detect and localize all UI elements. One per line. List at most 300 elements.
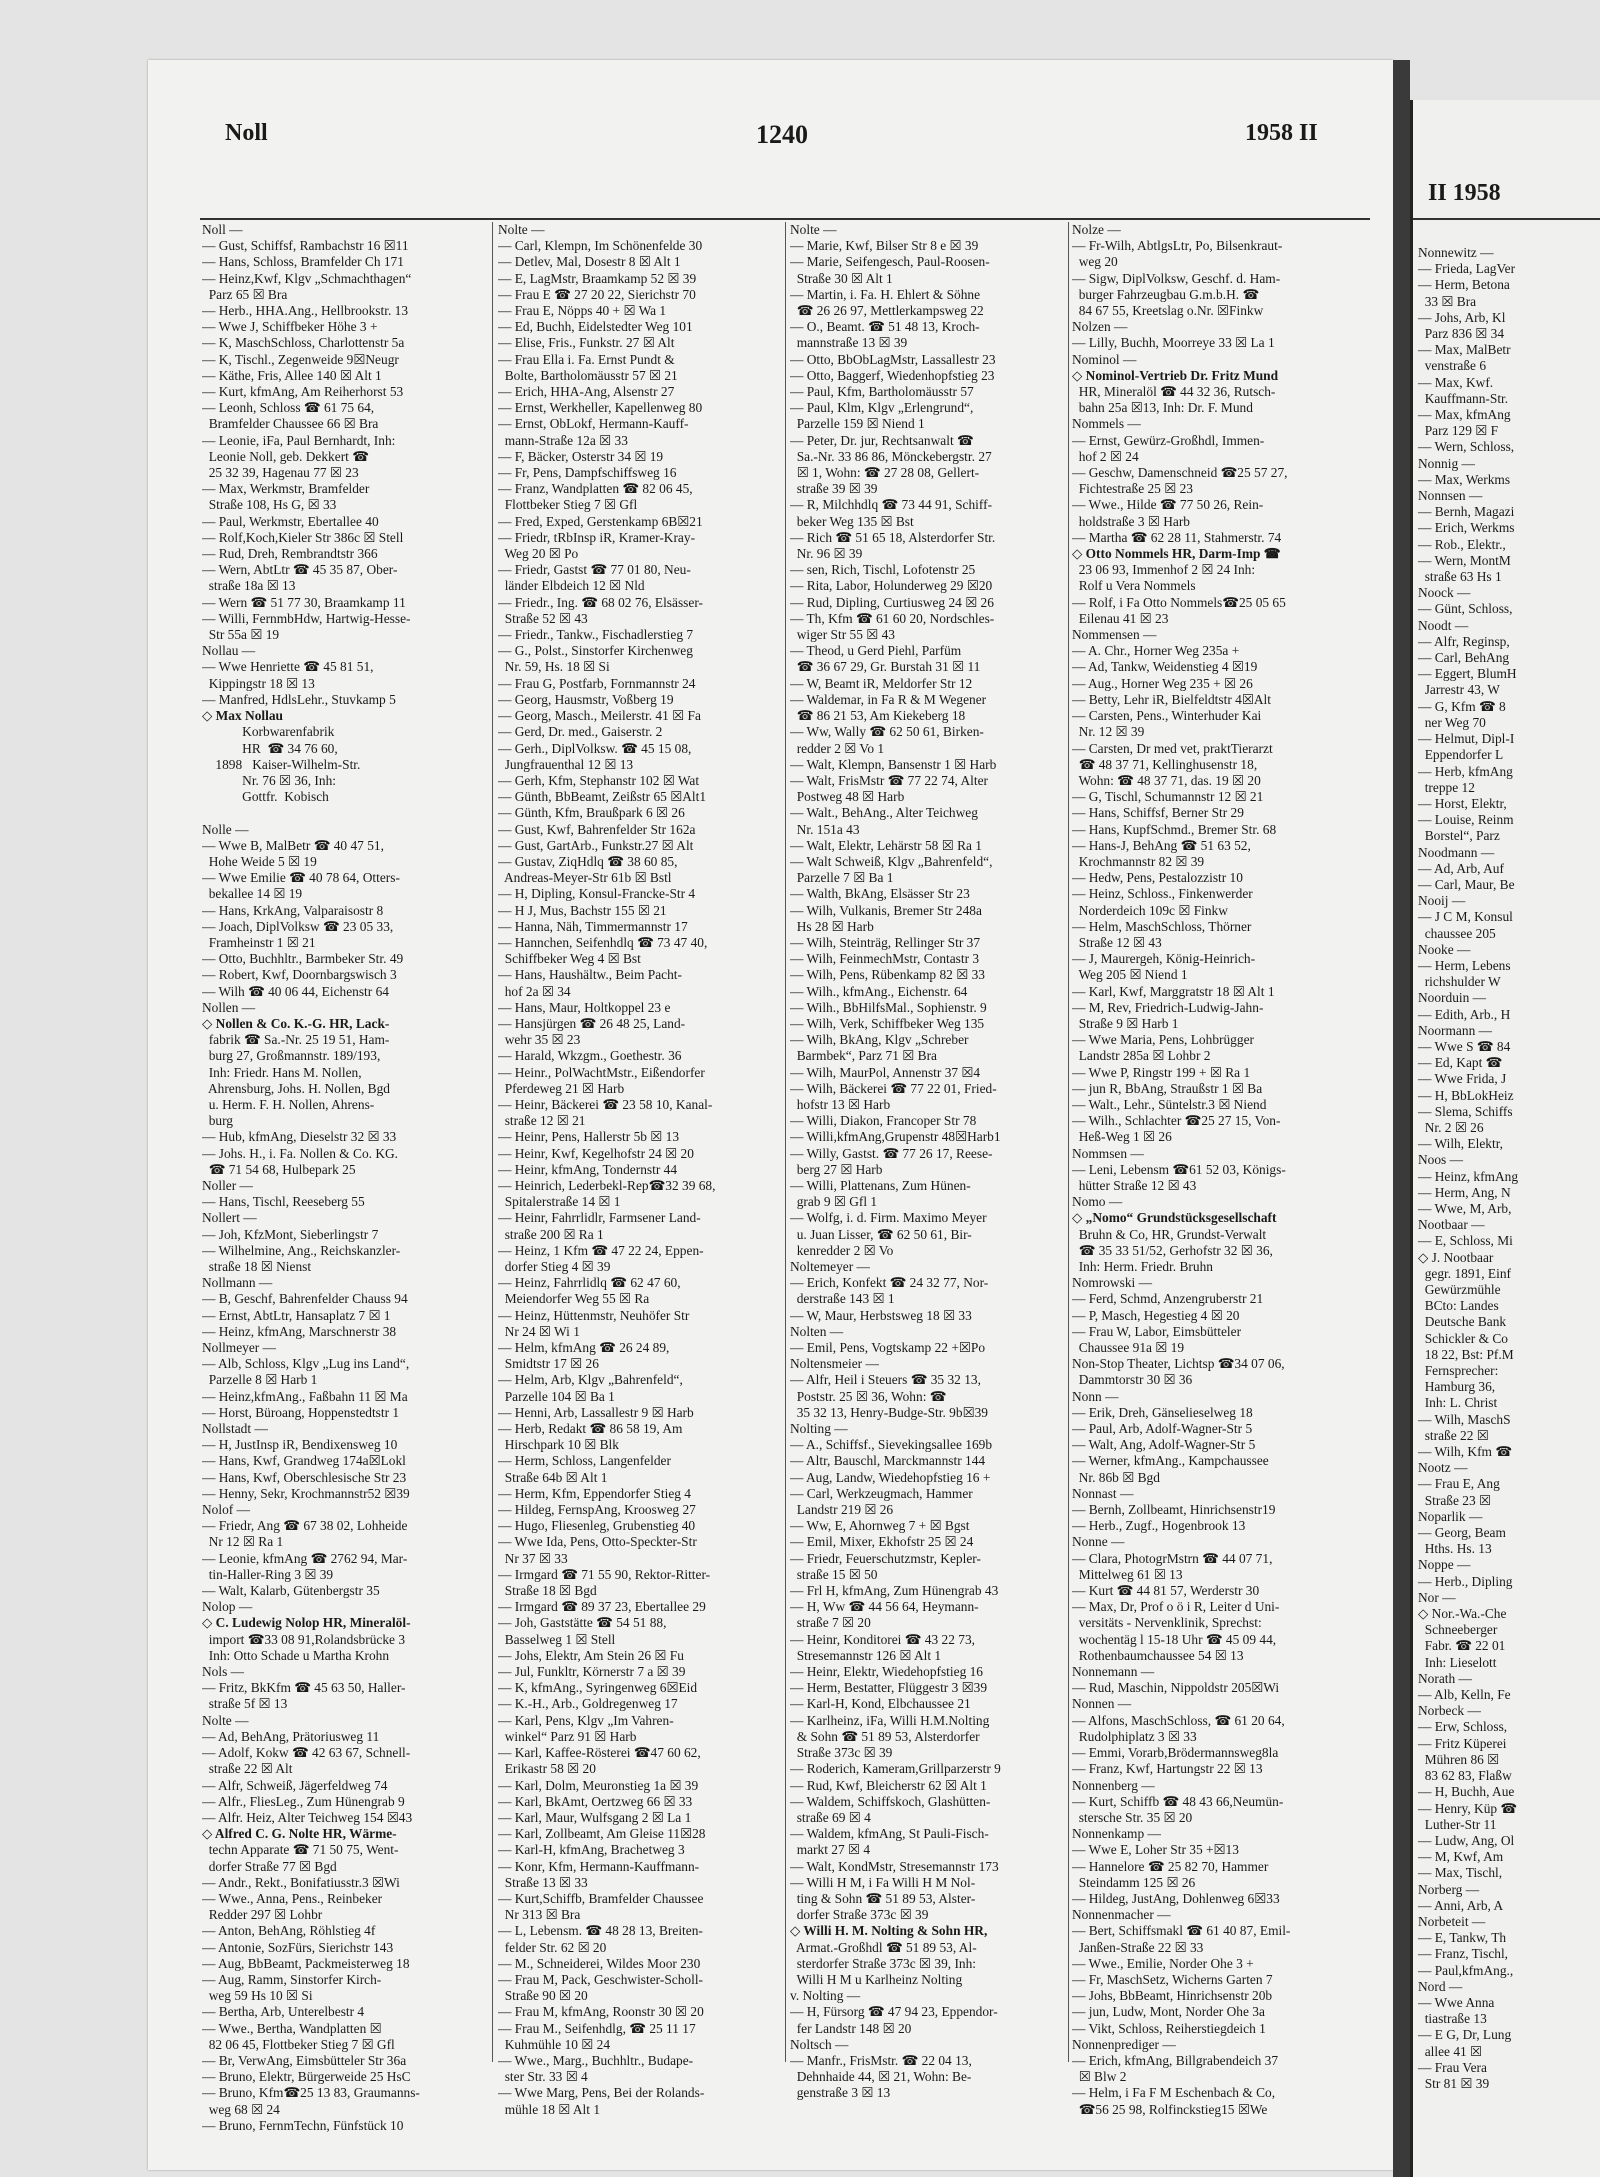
directory-entry-line: — Wwe Maria, Pens, Lohbrügger	[1072, 1032, 1254, 1048]
directory-entry-line: — Helm, Arb, Klgv „Bahrenfeld“,	[498, 1372, 683, 1388]
directory-entry-line: Straße 373c ☒ 39	[790, 1745, 893, 1761]
column-3	[790, 222, 1070, 2102]
directory-entry-line: — Rolf,Koch,Kieler Str 386c ☒ Stell	[202, 529, 404, 545]
directory-entry-line: — Anton, BehAng, Röhlstieg 4f	[202, 1923, 376, 1939]
directory-entry-line: — Johs, Elektr, Am Stein 26 ☒ Fu	[498, 1647, 684, 1663]
next-page-entry-line: — Wilh, Kfm ☎	[1418, 1444, 1513, 1460]
directory-entry-line: — Willi H M, i Fa Willi H M Nol-	[790, 1874, 976, 1890]
directory-entry-line: — Manfred, HdlsLehr., Stuvkamp 5	[202, 691, 396, 707]
next-page-edge	[1410, 100, 1600, 2177]
directory-entry-line: Str 55a ☒ 19	[202, 627, 280, 643]
directory-entry-line: — Manfr., FrisMstr. ☎ 22 04 13,	[790, 2052, 972, 2068]
directory-entry-line: — Heinz, Hüttenmstr, Neuhöfer Str	[498, 1307, 690, 1323]
directory-entry-line: — Carsten, Dr med vet, praktTierarzt	[1072, 740, 1273, 756]
next-page-entry-line: — Frau Vera	[1418, 2059, 1487, 2075]
directory-entry-line: dorfer Straße 373c ☒ 39	[790, 1907, 929, 1923]
next-page-entry-line: Hamburg 36,	[1418, 1379, 1496, 1395]
directory-entry-line: Inh: Otto Schade u Martha Krohn	[202, 1647, 390, 1663]
directory-entry-line: Nr. 96 ☒ 39	[790, 546, 863, 562]
next-page-entry-line: — Frau E, Ang	[1418, 1476, 1500, 1492]
directory-entry-line: — Wilh, BkAng, Klgv „Schreber	[790, 1032, 969, 1048]
next-page-entry-line: Nootz —	[1418, 1460, 1468, 1476]
next-page-entry-line: — Carl, Maur, Be	[1418, 876, 1515, 892]
directory-entry-line: tin-Haller-Ring 3 ☒ 39	[202, 1566, 334, 1582]
directory-entry-line: Nollau —	[202, 643, 256, 659]
directory-entry-line: — Aug, Landw, Wiedehopfstieg 16 +	[790, 1469, 991, 1485]
directory-entry-line: Nolte —	[790, 222, 837, 237]
directory-entry-line: ☒ 1, Wohn: ☎ 27 28 08, Gellert-	[790, 465, 980, 481]
directory-entry-line: — Kurt, kfmAng, Am Reiherhorst 53	[202, 384, 404, 400]
directory-entry-line: — Lilly, Buchh, Moorreye 33 ☒ La 1	[1072, 335, 1275, 351]
directory-entry-line: — Marie, Kwf, Bilser Str 8 e ☒ 39	[790, 238, 979, 254]
directory-entry-line: — Johs, BbBeamt, Hinrichsenstr 20b	[1072, 1988, 1273, 2004]
directory-entry-line: — Wwe Marg, Pens, Bei der Rolands-	[498, 2085, 705, 2101]
next-page-entry-line: Jarrestr 43, W	[1418, 682, 1500, 698]
directory-entry-line: ◇ Otto Nommels HR, Darm-Imp ☎	[1072, 546, 1281, 562]
directory-entry-line: berg 27 ☒ Harb	[790, 1161, 883, 1177]
directory-entry-line: — Heinr., PolWachtMstr., Eißendorfer	[498, 1064, 705, 1080]
directory-entry-line: — Otto, Baggerf, Wiedenhopfstieg 23	[790, 367, 995, 383]
directory-entry-line: markt 27 ☒ 4	[790, 1842, 871, 1858]
directory-entry-line: — Theod, u Gerd Piehl, Parfüm	[790, 643, 962, 659]
directory-entry-line: Dammtorstr 30 ☒ 36	[1072, 1372, 1193, 1388]
next-page-entry-line: — Slema, Schiffs	[1418, 1103, 1513, 1119]
directory-entry-line: — E, LagMstr, Braamkamp 52 ☒ 39	[498, 270, 697, 286]
next-page-entry-line: Nooke —	[1418, 941, 1471, 957]
next-page-entry-line: — E G, Dr, Lung	[1418, 2027, 1512, 2043]
directory-entry-line: beker Weg 135 ☒ Bst	[790, 513, 914, 529]
next-page-entry-line: Noormann —	[1418, 1022, 1493, 1038]
directory-entry-line: — Hildeg, JustAng, Dohlenweg 6☒33	[1072, 1890, 1280, 1906]
directory-entry-line: derstraße 143 ☒ 1	[790, 1291, 895, 1307]
directory-entry-line: — Detlev, Mal, Dosestr 8 ☒ Alt 1	[498, 254, 681, 270]
directory-entry-line: Nollstadt —	[202, 1421, 268, 1437]
directory-entry-line: Inh: Friedr. Hans M. Nollen,	[202, 1064, 362, 1080]
directory-entry-line: — Otto, Buchhltr., Barmbeker Str. 49	[202, 951, 404, 967]
directory-entry-line: — Aug, Ramm, Sinstorfer Kirch-	[202, 1971, 382, 1987]
directory-entry-line: — Wilh, MaurPol, Annenstr 37 ☒4	[790, 1064, 981, 1080]
directory-entry-line: — F, Bäcker, Osterstr 34 ☒ 19	[498, 448, 664, 464]
directory-entry-line: — Wern ☎ 51 77 30, Braamkamp 11	[202, 594, 406, 610]
directory-entry-line: — Rud, Dreh, Rembrandtstr 366	[202, 546, 378, 562]
directory-entry-line: mann-Straße 12a ☒ 33	[498, 432, 628, 448]
directory-entry-line: — G., Polst., Sinstorfer Kirchenweg	[498, 643, 693, 659]
directory-entry-line: 84 67 55, Kreetslag o.Nr. ☒Finkw	[1072, 303, 1264, 319]
directory-entry-line: — Hans, Kwf, Oberschlesische Str 23	[202, 1469, 407, 1485]
next-page-entry-line: Parz 129 ☒ F	[1418, 423, 1499, 439]
directory-entry-line: Nollert —	[202, 1210, 257, 1226]
next-page-entry-line: ◇ Nor.-Wa.-Che	[1418, 1606, 1507, 1622]
directory-entry-line: — Marie, Seifengesch, Paul-Roosen-	[790, 254, 990, 270]
directory-entry-line: techn Apparate ☎ 71 50 75, Went-	[202, 1842, 399, 1858]
next-page-entry-line: — Alfr, Reginsp,	[1418, 633, 1510, 649]
directory-entry-line: — Frau Ella i. Fa. Ernst Pundt &	[498, 351, 675, 367]
directory-entry-line: Hirschpark 10 ☒ Blk	[498, 1437, 619, 1453]
next-page-entry-line: Nord —	[1418, 1978, 1463, 1994]
column-2	[498, 222, 780, 2118]
directory-entry-line: — Alfr, Schweiß, Jägerfeldweg 74	[202, 1777, 388, 1793]
directory-entry-line: Hs 28 ☒ Harb	[790, 918, 874, 934]
directory-entry-line: — Alfr., FliesLeg., Zum Hünengrab 9	[202, 1793, 405, 1809]
directory-entry-line: — Wwe E, Loher Str 35 +☒13	[1072, 1842, 1239, 1858]
directory-entry-line: Nr. 86b ☒ Bgd	[1072, 1469, 1160, 1485]
next-page-entry-line: — Max, MalBetr	[1418, 342, 1511, 358]
directory-entry-line: — Wwe., Emilie, Norder Ohe 3 +	[1072, 1955, 1254, 1971]
directory-entry-line: — Walt, Ang, Adolf-Wagner-Str 5	[1072, 1437, 1256, 1453]
directory-entry-line: fer Landstr 148 ☒ 20	[790, 2020, 912, 2036]
directory-entry-line: HR ☎ 34 76 60,	[202, 740, 338, 756]
directory-entry-line: — Ad, BehAng, Prätoriusweg 11	[202, 1728, 380, 1744]
directory-entry-line: Noller —	[202, 1177, 253, 1193]
directory-entry-line: — W, Beamt iR, Meldorfer Str 12	[790, 675, 973, 691]
directory-entry-line: — Gust, Schiffsf, Rambachstr 16 ☒11	[202, 238, 409, 254]
directory-entry-line: — Wilh, Pens, Rübenkamp 82 ☒ 33	[790, 967, 985, 983]
next-page-entry-line: — Ad, Arb, Auf	[1418, 860, 1504, 876]
directory-entry-line: Flottbeker Stieg 7 ☒ Gfl	[498, 497, 638, 513]
next-page-entry-line: — Fritz Küperei	[1418, 1735, 1507, 1751]
directory-entry-line: Mittelweg 61 ☒ 13	[1072, 1566, 1183, 1582]
directory-entry-line: Landstr 285a ☒ Lohbr 2	[1072, 1048, 1211, 1064]
next-page-entry-line: — Johs, Arb, Kl	[1418, 309, 1506, 325]
directory-entry-line: — J, Maurergeh, König-Heinrich-	[1072, 951, 1256, 967]
next-page-entry-line: Nootbaar —	[1418, 1217, 1485, 1233]
directory-entry-line: — Hannchen, Seifenhdlq ☎ 73 47 40,	[498, 934, 708, 950]
directory-entry-line: dorfer Stieg 4 ☒ 39	[498, 1259, 611, 1274]
directory-entry-line: mannstraße 13 ☒ 39	[790, 335, 908, 351]
directory-entry-line: — Walth, BkAng, Elsässer Str 23	[790, 886, 970, 902]
directory-entry-line: — Emil, Pens, Vogtskamp 22 +☒Po	[790, 1340, 986, 1356]
directory-entry-line: Straße 108, Hs G, ☒ 33	[202, 497, 337, 513]
directory-entry-line: Nolte —	[498, 222, 545, 237]
next-page-entry-line: — Louise, Reinm	[1418, 812, 1514, 828]
directory-entry-line: Straße 18 ☒ Bgd	[498, 1583, 597, 1599]
next-page-entry-line: BCto: Landes	[1418, 1298, 1499, 1314]
directory-entry-line: — Hans, Maur, Holtkoppel 23 e	[498, 999, 671, 1015]
next-page-entry-line: — E, Tankw, Th	[1418, 1930, 1507, 1946]
directory-entry-line: — Heinz, Fahrrlidlq ☎ 62 47 60,	[498, 1275, 681, 1291]
directory-entry-line: — Sigw, DiplVolksw, Geschf. d. Ham-	[1072, 270, 1281, 286]
directory-entry-line: — Br, VerwAng, Eimsbütteler Str 36a	[202, 2052, 407, 2068]
directory-entry-line: — K, kfmAng., Syringenweg 6☒Eid	[498, 1680, 698, 1696]
directory-entry-line: Nonnenprediger —	[1072, 2036, 1176, 2052]
column-4	[1072, 222, 1362, 2118]
directory-entry-line: — Heinz, kfmAng, Marschnerstr 38	[202, 1323, 397, 1339]
next-page-entry-line: — M, Kwf, Am	[1418, 1849, 1504, 1865]
next-page-entry-line: gegr. 1891, Einf	[1418, 1265, 1511, 1281]
directory-entry-line: ☒ Blw 2	[1072, 2069, 1127, 2085]
directory-entry-line: — Wwe Ida, Pens, Otto-Speckter-Str	[498, 1534, 697, 1550]
directory-entry-line: — Wwe Henriette ☎ 45 81 51,	[202, 659, 374, 675]
directory-entry-line: — Clara, PhotogrMstrn ☎ 44 07 71,	[1072, 1550, 1273, 1566]
directory-entry-line: — Heinr, Elektr, Wiedehopfstieg 16	[790, 1664, 983, 1680]
directory-entry-line: — Johs. H., i. Fa. Nollen & Co. KG.	[202, 1145, 399, 1161]
directory-entry-line: — Alfons, MaschSchloss, ☎ 61 20 64,	[1072, 1712, 1285, 1728]
next-page-entry-line: Borstel“, Parz	[1418, 828, 1500, 844]
directory-entry-line: — Frau G, Postfarb, Fornmannstr 24	[498, 675, 696, 691]
directory-entry-line: Bolte, Bartholomäusstr 57 ☒ 21	[498, 367, 678, 383]
directory-entry-line: — Ww, Wally ☎ 62 50 61, Birken-	[790, 724, 984, 740]
directory-entry-line: — jun R, BbAng, Straußstr 1 ☒ Ba	[1072, 1080, 1263, 1096]
directory-entry-line: Redder 297 ☒ Lohbr	[202, 1907, 323, 1923]
directory-entry-line: sterdorfer Straße 373c ☒ 39, Inh:	[790, 1955, 977, 1971]
directory-entry-line: grab 9 ☒ Gfl 1	[790, 1194, 878, 1210]
directory-entry-line: — Wilh, Bäckerei ☎ 77 22 01, Fried-	[790, 1080, 997, 1096]
directory-entry-line: — Fritz, BkKfm ☎ 45 63 50, Haller-	[202, 1680, 406, 1696]
directory-entry-line: Straße 12 ☒ 43	[1072, 934, 1162, 950]
directory-entry-line: — Wilhelmine, Ang., Reichskanzler-	[202, 1242, 401, 1258]
directory-entry-line: Nr. 76 ☒ 36, Inh:	[202, 772, 337, 788]
next-page-entry-line: — Heinz, kfmAng	[1418, 1168, 1519, 1184]
next-page-entry-line: — Günt, Schloss,	[1418, 601, 1513, 617]
directory-entry-line: straße 39 ☒ 39	[790, 481, 878, 497]
directory-entry-line: — Walt, Elektr, Lehärstr 58 ☒ Ra 1	[790, 837, 982, 853]
directory-entry-line: — Joh, KfzMont, Sieberlingstr 7	[202, 1226, 379, 1242]
directory-entry-line: — H, Fürsorg ☎ 47 94 23, Eppendor-	[790, 2004, 998, 2020]
directory-entry-line: — Franz, Wandplatten ☎ 82 06 45,	[498, 481, 693, 497]
next-page-entry-line: — Eggert, BlumH	[1418, 666, 1517, 682]
directory-entry-line: — Friedr., Ing. ☎ 68 02 76, Elsässer-	[498, 594, 703, 610]
directory-entry-line: ☎ 71 54 68, Hulbepark 25	[202, 1161, 356, 1177]
directory-entry-line: Sa.-Nr. 33 86 86, Mönckebergstr. 27	[790, 448, 992, 464]
directory-entry-line: — Karl-H, Kond, Elbchaussee 21	[790, 1696, 971, 1712]
directory-entry-line: 35 32 13, Henry-Budge-Str. 9b☒39	[790, 1404, 988, 1420]
directory-entry-line: — Leonie, kfmAng ☎ 2762 94, Mar-	[202, 1550, 408, 1566]
directory-entry-line: — Erich, kfmAng, Billgrabendeich 37	[1072, 2052, 1279, 2068]
directory-entry-line: — Herb., Zugf., Hogenbrook 13	[1072, 1518, 1246, 1534]
directory-entry-line: — Wwe Emilie ☎ 40 78 64, Otters-	[202, 870, 400, 886]
next-page-entry-line: — Max, Tischl,	[1418, 1865, 1503, 1881]
directory-entry-line: — Wwe., Hilde ☎ 77 50 26, Rein-	[1072, 497, 1264, 513]
next-page-entry-line: 33 ☒ Bra	[1418, 293, 1477, 309]
directory-entry-line: Basselweg 1 ☒ Stell	[498, 1631, 616, 1647]
directory-entry-line: — Henni, Arb, Lassallestr 9 ☒ Harb	[498, 1404, 694, 1420]
next-page-entry-line: — Wern, Schloss,	[1418, 439, 1515, 455]
directory-entry-line: felder Str. 62 ☒ 20	[498, 1939, 607, 1955]
directory-entry-line: — Hans, Haushältw., Beim Pacht-	[498, 967, 682, 983]
directory-entry-line: — Rud, Kwf, Bleicherstr 62 ☒ Alt 1	[790, 1777, 987, 1793]
directory-entry-line: — Jul, Funkltr, Körnerstr 7 a ☒ 39	[498, 1664, 686, 1680]
page-header-name: Noll	[225, 120, 268, 146]
next-page-entry-line: Schickler & Co	[1418, 1330, 1509, 1346]
directory-entry-line: straße 7 ☒ 20	[790, 1615, 871, 1631]
directory-entry-line: hofstr 13 ☒ Harb	[790, 1096, 891, 1112]
directory-entry-line: ☎ 35 33 51/52, Gerhofstr 32 ☒ 36,	[1072, 1242, 1273, 1258]
directory-entry-line: — Walt, KondMstr, Stresemannstr 173	[790, 1858, 999, 1874]
directory-entry-line: — Ad, Tankw, Weidenstieg 4 ☒19	[1072, 659, 1258, 675]
directory-entry-line: Janßen-Straße 22 ☒ 33	[1072, 1939, 1204, 1955]
directory-entry-line: Chaussee 91a ☒ 19	[1072, 1340, 1185, 1356]
directory-entry-line: stersche Str. 35 ☒ 20	[1072, 1809, 1193, 1825]
directory-entry-line: Nolte —	[202, 1712, 249, 1728]
next-page-entry-line: Mühren 86 ☒	[1418, 1751, 1500, 1767]
directory-entry-line: — Frau M., Seifenhdlg, ☎ 25 11 17	[498, 2020, 696, 2036]
directory-entry-line: — Günth, Kfm, Braußpark 6 ☒ 26	[498, 805, 685, 821]
directory-entry-line: hof 2 ☒ 24	[1072, 448, 1139, 464]
directory-entry-line: — Helm, kfmAng ☎ 26 24 89,	[498, 1340, 670, 1356]
directory-entry-line: — Willi, Diakon, Francoper Str 78	[790, 1113, 977, 1129]
directory-entry-line: — Hans, Tischl, Reeseberg 55	[202, 1194, 365, 1210]
next-page-entry-line: — Rob., Elektr.,	[1418, 536, 1506, 552]
directory-entry-line: ster Str. 33 ☒ 4	[498, 2069, 588, 2085]
next-page-entry-line: — Wilh, MaschS	[1418, 1411, 1511, 1427]
directory-entry-line: u. Juan Lisser, ☎ 62 50 61, Bir-	[790, 1226, 972, 1242]
directory-entry-line: — Wilh., Schlachter ☎25 27 15, Von-	[1072, 1113, 1281, 1129]
directory-entry-line: — Karlheinz, iFa, Willi H.M.Nolting	[790, 1712, 990, 1728]
directory-entry-line: — H, Dipling, Konsul-Francke-Str 4	[498, 886, 696, 902]
directory-entry-line: — Wwe J, Schiffbeker Höhe 3 +	[202, 319, 378, 335]
next-page-entry-line: — G, Kfm ☎ 8	[1418, 698, 1506, 714]
next-page-entry-line: — Wern, MontM	[1418, 552, 1511, 568]
directory-entry-line: — Karl, BkAmt, Oertzweg 66 ☒ 33	[498, 1793, 693, 1809]
directory-entry-line: — Horst, Büroang, Hoppenstedtstr 1	[202, 1404, 400, 1420]
next-page-entry-line: — J C M, Konsul	[1418, 909, 1513, 925]
next-page-entry-line: — Max, Kwf.	[1418, 374, 1494, 390]
directory-entry-line: Inh: Herm. Friedr. Bruhn	[1072, 1259, 1213, 1274]
directory-entry-line: hütter Straße 12 ☒ 43	[1072, 1177, 1197, 1193]
directory-entry-line: — Helm, i Fa F M Eschenbach & Co,	[1072, 2085, 1276, 2101]
directory-entry-line: — Hedw, Pens, Pestalozzistr 10	[1072, 870, 1243, 886]
directory-entry-line: — B, Geschf, Bahrenfelder Chauss 94	[202, 1291, 408, 1307]
directory-entry-line: — Betty, Lehr iR, Bielfeldtstr 4☒Alt	[1072, 691, 1271, 707]
directory-entry-line: Nr 12 ☒ Ra 1	[202, 1534, 284, 1550]
directory-entry-line: — Wilh., kfmAng., Eichenstr. 64	[790, 983, 968, 999]
next-page-entry-line: Noodt —	[1418, 617, 1469, 633]
directory-entry-line: — Friedr, tRbInsp iR, Kramer-Kray-	[498, 529, 696, 545]
next-page-entry-line: Nonnig —	[1418, 455, 1475, 471]
directory-entry-line: — Aug, BbBeamt, Packmeisterweg 18	[202, 1955, 410, 1971]
directory-entry-line: Bruhn & Co, HR, Grundst-Verwalt	[1072, 1226, 1267, 1242]
directory-entry-line: straße 12 ☒ 21	[498, 1113, 586, 1129]
directory-entry-line: Bramfelder Chaussee 66 ☒ Bra	[202, 416, 379, 432]
directory-entry-line: — Erich, Konfekt ☎ 24 32 77, Nor-	[790, 1275, 989, 1291]
next-page-entry-line: treppe 12	[1418, 779, 1475, 795]
directory-entry-line: — A. Chr., Horner Weg 235a +	[1072, 643, 1240, 659]
directory-entry-line: — Frau E, Nöpps 40 + ☒ Wa 1	[498, 303, 667, 319]
directory-entry-line: — Gust, Kwf, Bahrenfelder Str 162a	[498, 821, 696, 837]
directory-entry-line: Norderdeich 109c ☒ Finkw	[1072, 902, 1228, 918]
directory-entry-line: Nonnenberg —	[1072, 1777, 1155, 1793]
directory-entry-line: — Roderich, Kameram,Grillparzerstr 9	[790, 1761, 1001, 1777]
directory-entry-line: — Erik, Dreh, Gänselieselweg 18	[1072, 1404, 1253, 1420]
next-page-entry-line: — Wilh, Elektr,	[1418, 1136, 1503, 1152]
directory-entry-line: — Helm, MaschSchloss, Thörner	[1072, 918, 1252, 934]
directory-entry-line: — Ernst, Gewürz-Großhdl, Immen-	[1072, 432, 1265, 448]
directory-entry-line: Erikastr 58 ☒ 20	[498, 1761, 596, 1777]
directory-entry-line: — Karl, Dolm, Meuronstieg 1a ☒ 39	[498, 1777, 699, 1793]
next-page-entry-line: — H, Buchh, Aue	[1418, 1784, 1515, 1800]
directory-entry-line: Nr. 12 ☒ 39	[1072, 724, 1145, 740]
directory-entry-line: — Adolf, Kokw ☎ 42 63 67, Schnell-	[202, 1745, 411, 1761]
directory-entry-line: ◇ Nominol-Vertrieb Dr. Fritz Mund	[1072, 367, 1279, 383]
directory-entry-line: — Wilh, Vulkanis, Bremer Str 248a	[790, 902, 982, 918]
directory-entry-line: Nonnenkamp —	[1072, 1826, 1161, 1842]
directory-entry-line: — Herm, Kfm, Eppendorfer Stieg 4	[498, 1485, 692, 1501]
directory-entry-line: Heß-Weg 1 ☒ 26	[1072, 1129, 1172, 1145]
directory-entry-line: — Leonh, Schloss ☎ 61 75 64,	[202, 400, 375, 416]
directory-entry-line: Nr 313 ☒ Bra	[498, 1907, 581, 1923]
column-1	[202, 222, 487, 2134]
directory-entry-line: — Walt Schweiß, Klgv „Bahrenfeld“,	[790, 853, 993, 869]
directory-entry-line: — Paul, Kfm, Bartholomäusstr 57	[790, 384, 974, 400]
directory-entry-line: Nr 24 ☒ Wi 1	[498, 1323, 580, 1339]
directory-entry-line: — Gerh., DiplVolksw. ☎ 45 15 08,	[498, 740, 692, 756]
directory-entry-line: — Käthe, Fris, Allee 140 ☒ Alt 1	[202, 367, 382, 383]
directory-entry-line: — Wilh, FeinmechMstr, Contastr 3	[790, 951, 980, 967]
directory-entry-line: — Emil, Mixer, Ekhofstr 25 ☒ 24	[790, 1534, 974, 1550]
next-page-entry-line: Nonnsen —	[1418, 488, 1483, 504]
directory-entry-line: — Wilh, Steinträg, Rellinger Str 37	[790, 934, 981, 950]
next-page-entry-line: Gewürzmühle	[1418, 1282, 1501, 1297]
directory-entry-line: — Walt, Klempn, Bansenstr 1 ☒ Harb	[790, 756, 997, 772]
directory-entry-line: — Ernst, ObLokf, Hermann-Kauff-	[498, 416, 689, 432]
directory-entry-line: Straße 64b ☒ Alt 1	[498, 1469, 608, 1485]
next-page-entry-line: Nonnewitz —	[1418, 245, 1494, 260]
directory-entry-line: burg	[202, 1113, 233, 1129]
directory-entry-line: — Wern, AbtLtr ☎ 45 35 87, Ober-	[202, 562, 398, 578]
directory-entry-line: Nommsen —	[1072, 1145, 1144, 1161]
directory-entry-line: — Heinrich, Lederbekl-Rep☎32 39 68,	[498, 1177, 716, 1193]
directory-entry-line: Parzelle 104 ☒ Ba 1	[498, 1388, 615, 1404]
next-page-entry-line: — Helmut, Dipl-I	[1418, 731, 1515, 747]
directory-entry-line: Armat.-Großhdl ☎ 51 89 53, Al-	[790, 1939, 977, 1955]
directory-entry-line: wiger Str 55 ☒ 43	[790, 627, 895, 643]
directory-entry-line: Nonn —	[1072, 1388, 1119, 1404]
next-page-entry-line: — Max, Werkms	[1418, 471, 1511, 487]
directory-entry-line: — Carl, Werkzeugmach, Hammer	[790, 1485, 973, 1501]
directory-entry-line: — Heinz, Schloss., Finkenwerder	[1072, 886, 1253, 902]
directory-entry-line: wochentäg l 15-18 Uhr ☎ 45 09 44,	[1072, 1631, 1277, 1647]
directory-entry-line: Nols —	[202, 1664, 245, 1680]
next-page-entry-line: Noppe —	[1418, 1557, 1471, 1573]
directory-entry-line: Nr. 151a 43	[790, 821, 860, 837]
next-page-entry-line: Noos —	[1418, 1152, 1464, 1168]
directory-entry-line: Framheinstr 1 ☒ 21	[202, 934, 316, 950]
directory-entry-line: — Karl, Pens, Klgv „Im Vahren-	[498, 1712, 674, 1728]
directory-entry-line: — Gerh, Kfm, Stephanstr 102 ☒ Wat	[498, 772, 700, 788]
directory-entry-line: Nonne —	[1072, 1534, 1125, 1550]
next-page-entry-line: straße 63 Hs 1	[1418, 569, 1502, 585]
directory-entry-line: — Frau M, kfmAng, Roonstr 30 ☒ 20	[498, 2004, 704, 2020]
directory-entry-line: — Gerd, Dr. med., Gaiserstr. 2	[498, 724, 663, 740]
directory-entry-line: — Willi, FernmbHdw, Hartwig-Hesse-	[202, 610, 411, 626]
directory-entry-line: — Walt., Lehr., Süntelstr.3 ☒ Niend	[1072, 1096, 1267, 1112]
directory-entry-line: — Gust, GartArb., Funkstr.27 ☒ Alt	[498, 837, 694, 853]
directory-entry-line: Rothenbaumchaussee 54 ☒ 13	[1072, 1647, 1244, 1663]
directory-entry-line: Nolze —	[1072, 222, 1121, 237]
directory-entry-line: — sen, Rich, Tischl, Lofotenstr 25	[790, 562, 976, 578]
directory-entry-line: & Sohn ☎ 51 89 53, Alsterdorfer	[790, 1728, 980, 1744]
next-page-entry-line: Norbeteit —	[1418, 1913, 1486, 1929]
directory-entry-line: — Frl H, kfmAng, Zum Hünengrab 43	[790, 1583, 999, 1599]
next-page-entry-line: chaussee 205	[1418, 925, 1496, 941]
directory-entry-line: — Walt, FrisMstr ☎ 77 22 74, Alter	[790, 772, 988, 788]
page-header-year: 1958 II	[1245, 120, 1318, 146]
directory-entry-line: — Karl, Kaffee-Rösterei ☎47 60 62,	[498, 1745, 701, 1761]
directory-entry-line: — Konr, Kfm, Hermann-Kauffmann-	[498, 1858, 700, 1874]
next-page-entry-line: Nr. 2 ☒ 26	[1418, 1119, 1484, 1135]
next-page-entry-line: — Wwe S ☎ 84	[1418, 1038, 1511, 1054]
directory-entry-line: — Karl, Maur, Wulfsgang 2 ☒ La 1	[498, 1809, 692, 1825]
directory-entry-line: Eilenau 41 ☒ 23	[1072, 610, 1169, 626]
next-page-entry-line: — Erich, Werkms	[1418, 520, 1515, 536]
directory-entry-line: Spitalerstraße 14 ☒ 1	[498, 1194, 621, 1210]
next-page-entry-line: Fabr. ☎ 22 01	[1418, 1638, 1506, 1654]
directory-entry-line: Nolle —	[202, 821, 249, 837]
next-page-entry-line: Inh: Lieselott	[1418, 1654, 1497, 1670]
directory-entry-line: u. Herm. F. H. Nollen, Ahrens-	[202, 1096, 375, 1112]
directory-entry-line: — Kurt, Schiffb ☎ 48 43 66,Neumün-	[1072, 1793, 1284, 1809]
next-page-entry-line: venstraße 6	[1418, 358, 1487, 374]
